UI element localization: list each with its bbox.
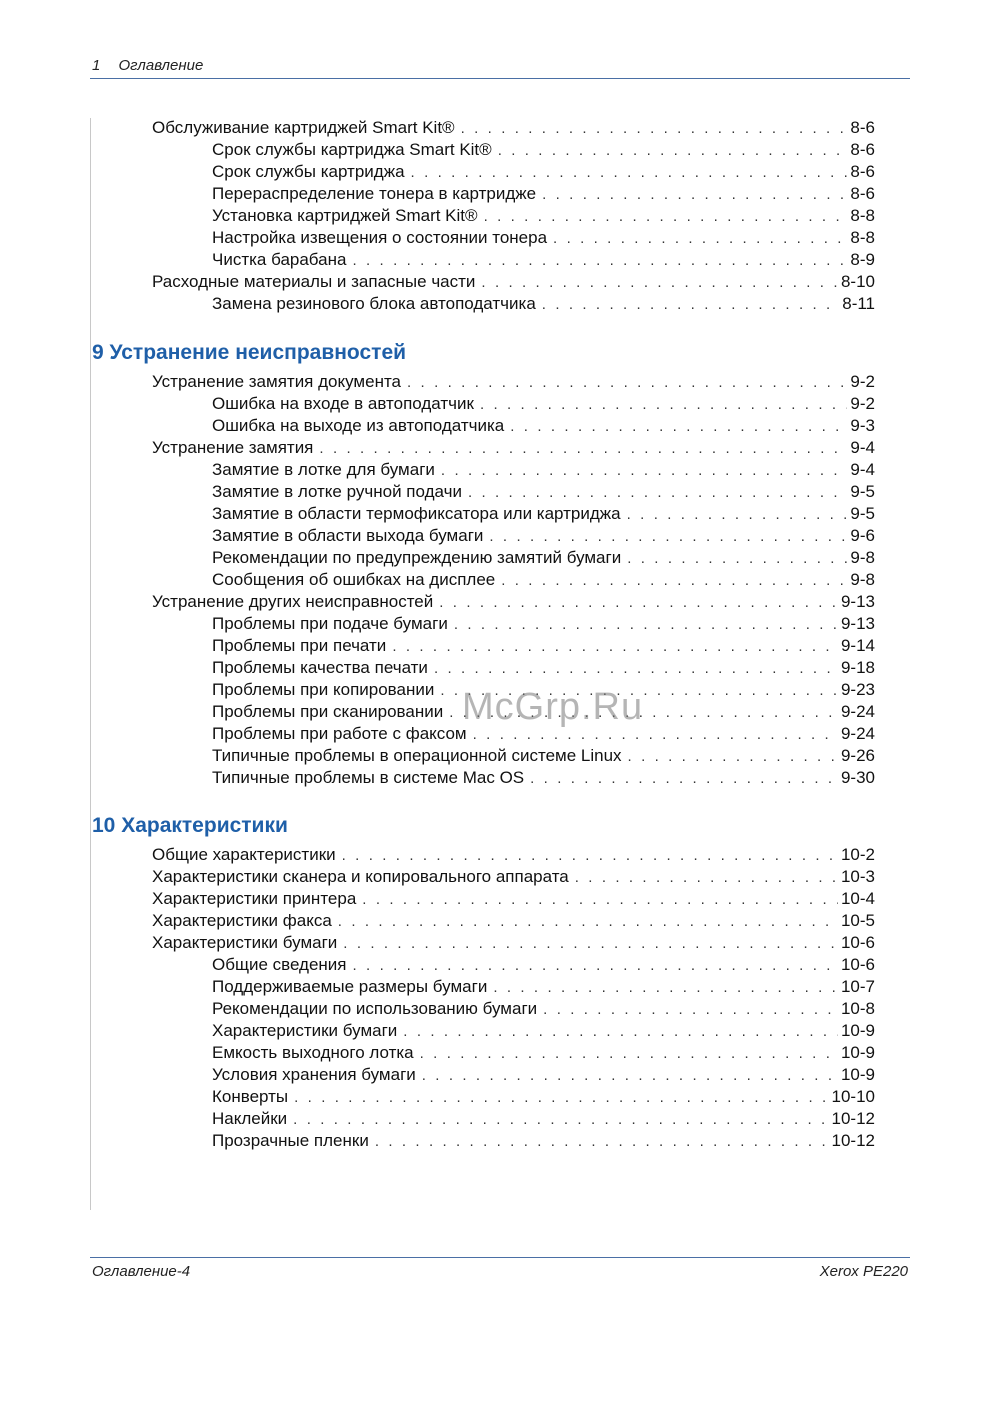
toc-entry-title: Срок службы картриджа Smart Kit®: [212, 140, 492, 159]
toc-entry[interactable]: [152, 271, 875, 294]
footer-product-name: Xerox PE220: [819, 1263, 908, 1280]
toc-entry[interactable]: [212, 976, 875, 999]
toc-entry-title: Проблемы при печати: [212, 636, 387, 655]
toc-entry[interactable]: [212, 393, 875, 416]
toc-entry-title: Ошибка на входе в автоподатчик: [212, 394, 474, 413]
chapter-heading[interactable]: 10 Характеристики: [92, 814, 288, 837]
toc-entry-page: 10-2: [840, 845, 875, 864]
toc-entry-page: 9-30: [840, 768, 875, 787]
toc-entry-title: Ошибка на выходе из автоподатчика: [212, 416, 505, 435]
toc-entry-page: 9-13: [840, 614, 875, 633]
toc-entry-page: 8-8: [850, 206, 875, 225]
toc-entry-page: 8-9: [850, 250, 875, 269]
toc-entry-page: 9-5: [850, 482, 875, 501]
toc-entry[interactable]: [152, 371, 875, 394]
toc-entry[interactable]: [152, 591, 875, 614]
toc-entry-page: 9-24: [840, 724, 875, 743]
toc-entry-title: Типичные проблемы в системе Mac OS: [212, 768, 525, 787]
toc-entry-title: Конверты: [212, 1087, 289, 1106]
toc-entry-page: 8-6: [850, 162, 875, 181]
toc-entry-page: 8-6: [850, 118, 875, 137]
toc-entry[interactable]: [212, 161, 875, 184]
toc-entry[interactable]: [212, 1086, 875, 1109]
toc-entry[interactable]: [212, 657, 875, 680]
toc-entry-page: 9-2: [850, 372, 875, 391]
toc-entry-page: 9-8: [850, 548, 875, 567]
toc-entry-page: 8-11: [842, 294, 875, 313]
toc-entry[interactable]: [212, 227, 875, 250]
toc-entry-title: Замятие в области выхода бумаги: [212, 526, 484, 545]
toc-entry[interactable]: [212, 459, 875, 482]
watermark: McGrp.Ru: [462, 686, 644, 728]
toc-entry-title: Проблемы при сканировании: [212, 702, 444, 721]
toc-entry-title: Характеристики факса: [152, 911, 332, 930]
toc-entry-title: Наклейки: [212, 1109, 288, 1128]
toc-entry[interactable]: [152, 866, 875, 889]
toc-entry-page: 10-5: [840, 911, 875, 930]
toc-entry[interactable]: [152, 910, 875, 933]
toc-entry[interactable]: [212, 1042, 875, 1065]
page-header: [92, 57, 203, 74]
toc-entry-title: Характеристики сканера и копировального аппарата: [152, 867, 569, 886]
toc-entry-page: 10-4: [840, 889, 875, 908]
toc-entry-title: Перераспределение тонера в картридже: [212, 184, 537, 203]
toc-entry-page: 9-6: [850, 526, 875, 545]
toc-entry-page: 9-8: [850, 570, 875, 589]
toc-entry-title: Устранение других неисправностей: [152, 592, 434, 611]
toc-entry-title: Типичные проблемы в операционной системе Linux: [212, 746, 622, 765]
footer-page-label: Оглавление-4: [92, 1263, 191, 1280]
toc-entry-page: 10-9: [840, 1021, 875, 1040]
toc-entry-page: 9-3: [850, 416, 875, 435]
toc-entry-title: Срок службы картриджа: [212, 162, 405, 181]
toc-entry-title: Замятие в области термофиксатора или картриджа: [212, 504, 621, 523]
toc-entry-page: 10-9: [840, 1043, 875, 1062]
toc-entry-title: Рекомендации по использованию бумаги: [212, 999, 538, 1018]
toc-entry-title: Проблемы при работе с факсом: [212, 724, 467, 743]
toc-entry-page: 10-12: [831, 1109, 875, 1128]
header-title: Оглавление: [118, 57, 204, 74]
toc-entry-title: Емкость выходного лотка: [212, 1043, 414, 1062]
toc-entry[interactable]: [212, 293, 875, 316]
toc-entry[interactable]: [212, 139, 875, 162]
toc-entry[interactable]: [152, 932, 875, 955]
toc-entry-title: Чистка барабана: [212, 250, 347, 269]
toc-entry-page: 8-10: [840, 272, 875, 291]
toc-entry-page: 9-18: [840, 658, 875, 677]
toc-entry-page: 10-10: [831, 1087, 875, 1106]
toc-entry-page: 9-23: [840, 680, 875, 699]
toc-entry-page: 8-6: [850, 184, 875, 203]
header-divider: [90, 78, 910, 79]
toc-entry-title: Характеристики бумаги: [212, 1021, 398, 1040]
margin-line: [90, 118, 91, 1210]
toc-entry-page: 9-14: [840, 636, 875, 655]
toc-entry-title: Расходные материалы и запасные части: [152, 272, 476, 291]
toc-entry[interactable]: [152, 117, 875, 140]
toc-entry-title: Прозрачные пленки: [212, 1131, 369, 1150]
toc-entry[interactable]: [152, 437, 875, 460]
toc-entry-title: Общие сведения: [212, 955, 347, 974]
toc-entry[interactable]: [152, 888, 875, 911]
toc-entry-title: Сообщения об ошибках на дисплее: [212, 570, 496, 589]
toc-entry[interactable]: [212, 1108, 875, 1131]
toc-entry-title: Замена резинового блока автоподатчика: [212, 294, 536, 313]
header-chapter-number: 1: [92, 57, 101, 74]
toc-entry-title: Проблемы при подаче бумаги: [212, 614, 448, 633]
toc-entry-page: 9-24: [840, 702, 875, 721]
toc-entry-title: Условия хранения бумаги: [212, 1065, 416, 1084]
toc-entry[interactable]: [212, 998, 875, 1021]
toc-entry-title: Обслуживание картриджей Smart Kit®: [152, 118, 455, 137]
toc-entry-page: 9-5: [850, 504, 875, 523]
toc-entry-title: Настройка извещения о состоянии тонера: [212, 228, 548, 247]
toc-entry[interactable]: [212, 613, 875, 636]
toc-entry-page: 10-6: [840, 933, 875, 952]
toc-entry-page: 10-9: [840, 1065, 875, 1084]
chapter-heading[interactable]: 9 Устранение неисправностей: [92, 341, 407, 364]
toc-entry-page: 9-26: [840, 746, 875, 765]
toc-entry-page: 9-4: [850, 460, 875, 479]
toc-entry[interactable]: [212, 547, 875, 570]
toc-entry[interactable]: [212, 415, 875, 438]
toc-entry-page: 10-3: [840, 867, 875, 886]
toc-entry[interactable]: [212, 1064, 875, 1087]
footer-divider: [90, 1257, 910, 1258]
toc-entry[interactable]: [212, 569, 875, 592]
toc-entry[interactable]: [212, 1130, 875, 1153]
toc-entry-page: 8-6: [850, 140, 875, 159]
toc-entry-page: 10-12: [831, 1131, 875, 1150]
toc-entry-title: Поддерживаемые размеры бумаги: [212, 977, 488, 996]
toc-entry[interactable]: [212, 183, 875, 206]
toc-entry[interactable]: [212, 635, 875, 658]
toc-entry[interactable]: [212, 1020, 875, 1043]
toc-entry[interactable]: [212, 503, 875, 526]
toc-entry[interactable]: [212, 249, 875, 272]
toc-entry-page: 9-4: [850, 438, 875, 457]
toc-entry[interactable]: [212, 481, 875, 504]
toc-entry-title: Замятие в лотке для бумаги: [212, 460, 435, 479]
toc-entry-title: Установка картриджей Smart Kit®: [212, 206, 478, 225]
toc-entry-title: Устранение замятия: [152, 438, 314, 457]
toc-entry-title: Замятие в лотке ручной подачи: [212, 482, 462, 501]
toc-entry[interactable]: [152, 844, 875, 867]
toc-entry-title: Устранение замятия документа: [152, 372, 402, 391]
toc-entry-title: Проблемы качества печати: [212, 658, 428, 677]
toc-entry-title: Общие характеристики: [152, 845, 336, 864]
toc-entry-page: 9-13: [840, 592, 875, 611]
toc-entry-page: 10-6: [840, 955, 875, 974]
toc-entry[interactable]: [212, 767, 875, 790]
toc-entry-title: Проблемы при копировании: [212, 680, 435, 699]
toc-entry-title: Характеристики бумаги: [152, 933, 338, 952]
toc-entry-title: Характеристики принтера: [152, 889, 357, 908]
toc-entry-page: 9-2: [850, 394, 875, 413]
toc-entry[interactable]: [212, 745, 875, 768]
toc-entry-title: Рекомендации по предупреждению замятий бумаги: [212, 548, 622, 567]
toc-entry-page: 10-8: [840, 999, 875, 1018]
toc-entry[interactable]: [212, 205, 875, 228]
toc-entry-page: 8-8: [850, 228, 875, 247]
toc-entry[interactable]: [212, 954, 875, 977]
toc-entry-page: 10-7: [840, 977, 875, 996]
toc-entry[interactable]: [212, 525, 875, 548]
